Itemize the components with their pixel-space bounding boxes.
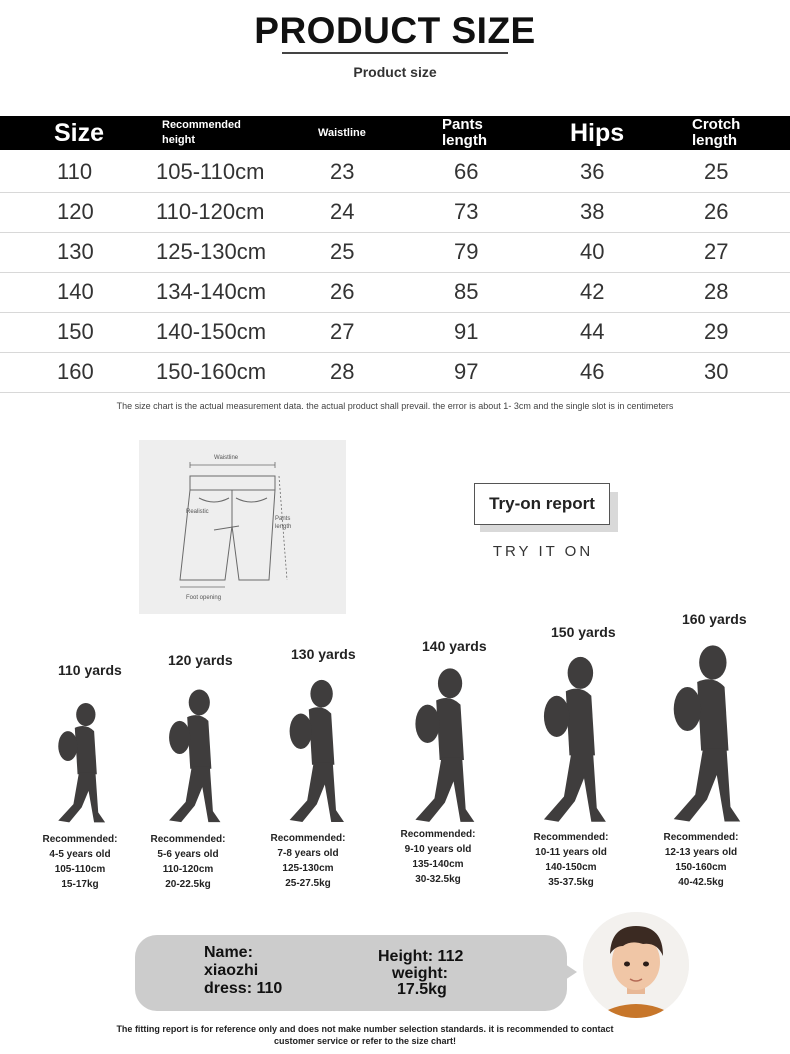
rec-age: 12-13 years old	[664, 847, 738, 858]
cell-height: 150-160cm	[156, 359, 267, 384]
column-header-recommended-height: Recommended height	[162, 119, 241, 146]
rec-height: 135-140cm	[412, 859, 464, 870]
cell-size: 110	[57, 159, 93, 184]
cell-hips: 42	[580, 279, 605, 304]
column-header-waistline: Waistline	[318, 126, 366, 139]
size-label-150: 150 yards	[551, 624, 616, 640]
column-header-size: Size	[54, 118, 105, 147]
cell-waistline: 24	[330, 199, 355, 224]
cell-height: 134-140cm	[156, 279, 267, 304]
recommendation-140	[390, 827, 486, 887]
cell-hips: 38	[580, 199, 605, 224]
cell-size: 160	[57, 359, 94, 384]
child-silhouette-120	[160, 684, 228, 824]
table-row	[0, 312, 790, 353]
label-foot-opening: Foot opening	[186, 595, 222, 601]
cell-size: 140	[57, 279, 94, 304]
cell-waistline: 27	[330, 319, 355, 344]
fitting-report-card	[135, 935, 567, 1011]
cell-hips: 36	[580, 159, 605, 184]
size-label-130: 130 yards	[291, 646, 356, 662]
cell-height: 105-110cm	[156, 159, 265, 184]
rec-age: 7-8 years old	[277, 848, 339, 859]
cell-pants-length: 66	[454, 159, 479, 184]
tryon-subtitle: TRY IT ON	[492, 543, 594, 560]
rec-weight: 20-22.5kg	[165, 879, 211, 890]
shorts-measurement-diagram	[139, 440, 346, 614]
child-silhouette-140	[405, 662, 483, 824]
child-silhouette-160	[662, 638, 750, 824]
recommendation-110	[34, 832, 126, 892]
cell-waistline: 23	[330, 159, 355, 184]
rec-weight: 15-17kg	[61, 879, 99, 890]
title-underline	[282, 52, 508, 54]
cell-size: 120	[57, 199, 94, 224]
rec-label: Recommended:	[270, 833, 346, 844]
cell-crotch-length: 29	[704, 319, 729, 344]
rec-label: Recommended:	[400, 829, 476, 840]
child-silhouette-110	[50, 698, 112, 824]
rec-label: Recommended:	[663, 832, 739, 843]
size-label-120: 120 yards	[168, 652, 233, 668]
label-realistic: Realistic	[186, 509, 209, 515]
cell-waistline: 26	[330, 279, 355, 304]
card-pointer	[565, 964, 577, 980]
size-label-110: 110 yards	[58, 662, 122, 678]
model-name: xiaozhi	[204, 962, 259, 979]
cell-crotch-length: 27	[704, 239, 729, 264]
size-table-header	[0, 116, 790, 150]
rec-label: Recommended:	[150, 834, 226, 845]
rec-age: 5-6 years old	[157, 849, 219, 860]
child-silhouette-150	[533, 650, 615, 824]
tryon-report-title: Try-on report	[474, 483, 610, 525]
cell-pants-length: 79	[454, 239, 479, 264]
rec-age: 9-10 years old	[404, 844, 472, 855]
cell-crotch-length: 25	[704, 159, 729, 184]
cell-hips: 44	[580, 319, 605, 344]
rec-height: 125-130cm	[282, 863, 334, 874]
label-waistline: Waistline	[214, 455, 239, 461]
model-weight: 17.5kg	[397, 981, 447, 998]
cell-crotch-length: 26	[704, 199, 729, 224]
recommendation-130	[262, 831, 354, 891]
cell-hips: 46	[580, 359, 605, 384]
table-row	[0, 152, 790, 193]
page-title: PRODUCT SIZE	[254, 10, 536, 51]
cell-pants-length: 91	[454, 319, 479, 344]
recommendation-160	[650, 830, 752, 890]
rec-label: Recommended:	[42, 834, 118, 845]
table-row	[0, 352, 790, 393]
rec-weight: 25-27.5kg	[285, 878, 331, 889]
column-header-hips: Hips	[570, 118, 625, 147]
recommendation-120	[142, 832, 234, 892]
page-subtitle: Product size	[353, 64, 437, 80]
rec-height: 150-160cm	[675, 862, 727, 873]
model-dress-size: dress: 110	[204, 980, 283, 997]
cell-waistline: 28	[330, 359, 355, 384]
column-header-crotch-length: Crotch length	[692, 116, 741, 149]
cell-pants-length: 73	[454, 199, 479, 224]
model-name-label: Name:	[204, 944, 253, 961]
shorts-illustration	[139, 440, 346, 614]
cell-crotch-length: 30	[704, 359, 729, 384]
rec-height: 140-150cm	[545, 862, 597, 873]
rec-height: 110-120cm	[162, 864, 214, 875]
rec-age: 10-11 years old	[535, 847, 607, 858]
cell-height: 140-150cm	[156, 319, 267, 344]
table-row	[0, 232, 790, 273]
cell-height: 110-120cm	[156, 199, 265, 224]
fitting-disclaimer: The fitting report is for reference only and does not make number selection standards. it is recommended to contact customer service or refer to the size chart!	[116, 1024, 614, 1046]
rec-weight: 35-37.5kg	[548, 877, 594, 888]
rec-weight: 40-42.5kg	[678, 877, 724, 888]
recommendation-150	[520, 830, 622, 890]
cell-pants-length: 97	[454, 359, 479, 384]
model-height: Height: 112	[378, 948, 464, 965]
size-label-140: 140 yards	[422, 638, 487, 654]
model-weight-label: weight:	[392, 965, 448, 982]
size-chart-note: The size chart is the actual measurement data. the actual product shall prevail. the error is about 1- 3cm and the single slot is in centimeters	[116, 401, 674, 411]
cell-hips: 40	[580, 239, 605, 264]
boy-portrait	[583, 912, 689, 1018]
rec-age: 4-5 years old	[49, 849, 111, 860]
cell-waistline: 25	[330, 239, 355, 264]
cell-pants-length: 85	[454, 279, 479, 304]
rec-height: 105-110cm	[54, 864, 106, 875]
rec-label: Recommended:	[533, 832, 609, 843]
child-silhouette-130	[280, 674, 352, 824]
cell-crotch-length: 28	[704, 279, 729, 304]
cell-size: 150	[57, 319, 94, 344]
column-header-pants-length: Pants length	[442, 116, 487, 149]
table-row	[0, 192, 790, 233]
size-label-160: 160 yards	[682, 611, 747, 627]
table-row	[0, 272, 790, 313]
cell-size: 130	[57, 239, 94, 264]
rec-weight: 30-32.5kg	[415, 874, 461, 885]
cell-height: 125-130cm	[156, 239, 267, 264]
model-avatar	[583, 912, 689, 1018]
label-pants-length: Pants length	[275, 516, 292, 530]
